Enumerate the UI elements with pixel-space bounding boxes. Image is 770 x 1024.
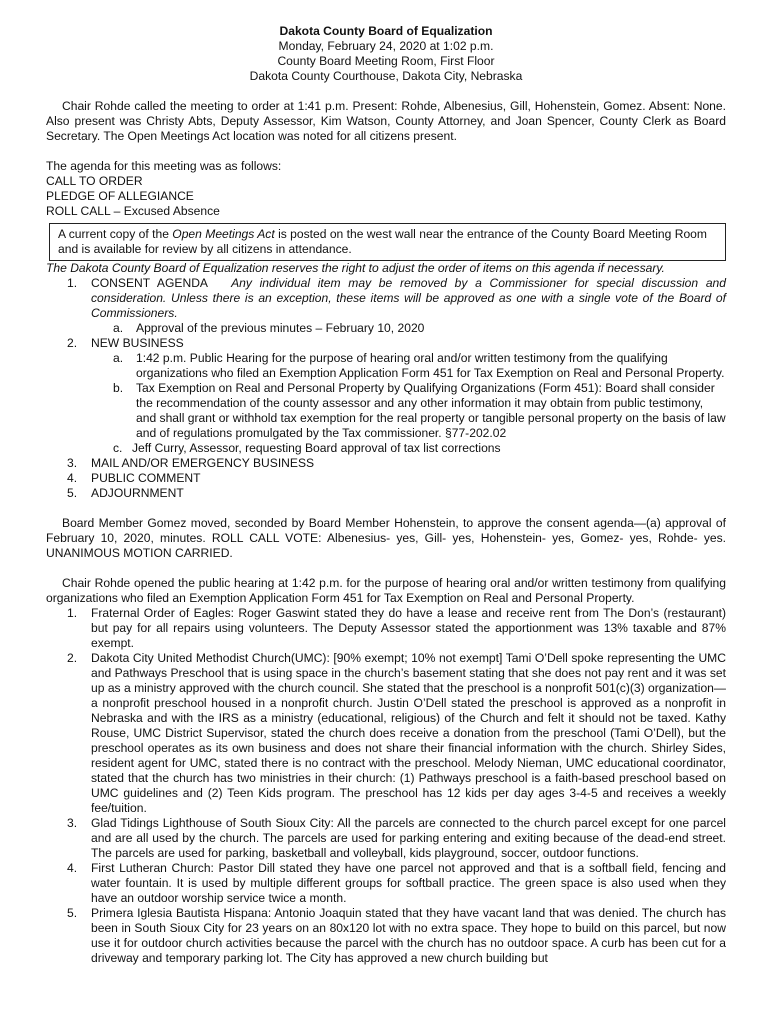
hearing-intro-paragraph: Chair Rohde opened the public hearing at 1:42 p.m. for the purpose of hearing oral and/or written testimony from qualifying organizations who filed an Exemption Application Form 451 for Tax Exemption on Real and Personal Property.	[46, 576, 726, 605]
sub-item-letter: b.	[113, 381, 124, 395]
agenda-item-adjournment	[46, 486, 726, 501]
agenda-item-public-comment	[46, 471, 726, 486]
item-number: 3.	[67, 816, 78, 830]
testimony-item-primera-iglesia-text: Primera Iglesia Bautista Hispana: Antonio Joaquin stated that they have vacant land that was denied. The church has been in South Sioux City for 23 years on an 80x120 lot with no extra space. They hope to build on this parcel, but now use it for outdoor church activities because the parcel with the church has no outdoor space. A curb has been cut for a driveway and temporary parking lot. The City has approved a new church building but	[91, 906, 726, 965]
new-business-item-b-text: Tax Exemption on Real and Personal Property by Qualifying Organizations (Form 451): Board shall consider the recommendation of the county assessor and any other information it may obtain from public testimony, and shall grant or withhold tax exemption for the real property or tangible personal property on the basis of law and of regulations promulgated by the Tax commissioner. §77-202.02	[136, 381, 726, 440]
new-business-item-a	[91, 351, 726, 381]
consent-item-a-text: Approval of the previous minutes – February 10, 2020	[136, 321, 425, 335]
open-meetings-notice-box	[49, 223, 726, 261]
consent-sublist	[91, 321, 726, 336]
agenda-item-consent	[46, 276, 726, 336]
consent-title: CONSENT AGENDA	[91, 276, 209, 290]
agenda-item-public-comment-text: PUBLIC COMMENT	[91, 471, 201, 485]
sub-item-letter: a.	[113, 321, 124, 335]
testimony-item-glad-tidings	[46, 816, 726, 861]
testimony-item-eagles	[46, 606, 726, 651]
item-number: 1.	[67, 606, 78, 620]
item-number: 2.	[67, 651, 78, 665]
agenda-item-new-business	[46, 336, 726, 456]
testimony-item-primera-iglesia	[46, 906, 726, 966]
item-number: 1.	[67, 276, 78, 290]
testimony-item-eagles-text: Fraternal Order of Eagles: Roger Gaswint stated they do have a lease and receive rent from The Don’s (restaurant) but pay for all repairs using volunteers. The Deputy Assessor stated the apportionment was 13% taxable and 87% exempt.	[91, 606, 726, 650]
sub-item-letter: c.	[113, 441, 123, 455]
item-number: 4.	[67, 861, 78, 875]
sub-item-letter: a.	[113, 351, 124, 365]
item-number: 2.	[67, 336, 78, 350]
meeting-room: County Board Meeting Room, First Floor	[277, 54, 495, 68]
new-business-item-c-text: Jeff Curry, Assessor, requesting Board approval of tax list corrections	[132, 441, 501, 455]
reserve-statement: The Dakota County Board of Equalization reserves the right to adjust the order of items on this agenda if necessary.	[46, 261, 665, 275]
agenda-line-call-to-order: CALL TO ORDER	[46, 174, 143, 188]
notice-act-name: Open Meetings Act	[172, 227, 275, 241]
meeting-date: Monday, February 24, 2020 at 1:02 p.m.	[278, 39, 494, 53]
agenda-list	[46, 276, 726, 501]
motion-paragraph: Board Member Gomez moved, seconded by Board Member Hohenstein, to approve the consent agenda—(a) approval of February 10, 2020, minutes. ROLL CALL VOTE: Albenesius- yes, Gill- yes, Hohenstein- yes, Gomez- yes, Rohde- yes. UNANIMOUS MOTION CARRIED.	[46, 516, 726, 560]
item-number: 5.	[67, 906, 78, 920]
new-business-item-c	[91, 441, 726, 456]
meeting-place: Dakota County Courthouse, Dakota City, Nebraska	[249, 69, 523, 83]
new-business-item-a-text: 1:42 p.m. Public Hearing for the purpose of hearing oral and/or written testimony from the qualifying organizations who filed an Exemption Application Form 451 for Tax Exemption on Real and Personal Property.	[136, 351, 725, 380]
agenda-line-pledge: PLEDGE OF ALLEGIANCE	[46, 189, 194, 203]
consent-item-a	[91, 321, 726, 336]
item-number: 3.	[67, 456, 78, 470]
item-number: 4.	[67, 471, 78, 485]
agenda-item-mail-text: MAIL AND/OR EMERGENCY BUSINESS	[91, 456, 315, 470]
agenda-line-roll-call: ROLL CALL – Excused Absence	[46, 204, 220, 218]
new-business-title: NEW BUSINESS	[91, 336, 184, 350]
agenda-item-adjournment-text: ADJOURNMENT	[91, 486, 184, 500]
testimony-item-glad-tidings-text: Glad Tidings Lighthouse of South Sioux City: All the parcels are connected to the church parcel except for one parcel and are all used by the church. The parcels are used for parking entering and exiting because of the dead-end street. The parcels are used for parking, basketball and volleyball, kids playground, soccer, outdoor functions.	[91, 816, 726, 860]
document-title: Dakota County Board of Equalization	[279, 24, 493, 38]
item-number: 5.	[67, 486, 78, 500]
consent-note: Any individual item may be removed by a Commissioner for special discussion and consideration. Unless there is an exception, these items will be approved as one with a single vote of the Board of Commissioners.	[91, 276, 726, 320]
notice-text-post: is posted on the west wall near the entrance of the County Board Meeting Room and is available for review by all citizens in attendance.	[58, 227, 707, 256]
new-business-sublist	[91, 351, 726, 456]
new-business-item-b	[91, 381, 726, 441]
testimony-item-first-lutheran-text: First Lutheran Church: Pastor Dill stated they have one parcel not approved and that is a softball field, fencing and water fountain. It is used by multiple different groups for softball practice. The green space is also used when they have an outdoor worship service twice a month.	[91, 861, 726, 905]
agenda-intro: The agenda for this meeting was as follows:	[46, 159, 282, 173]
testimony-item-umc	[46, 651, 726, 816]
notice-text-pre: A current copy of the	[58, 227, 173, 241]
intro-paragraph: Chair Rohde called the meeting to order at 1:41 p.m. Present: Rohde, Albenesius, Gill, Hohenstein, Gomez. Absent: None. Also present was Christy Abts, Deputy Assessor, Kim Watson, County Attorney, and Joan Spencer, County Clerk as Board Secretary. The Open Meetings Act location was noted for all citizens present.	[46, 99, 726, 143]
agenda-item-mail	[46, 456, 726, 471]
testimony-item-umc-text: Dakota City United Methodist Church(UMC): [90% exempt; 10% not exempt] Tami O’Dell spoke representing the UMC and Pathways Preschool that is using space in the church’s basement stating that she does not pay rent and it was set up as a ministry approved with the church council. She stated that the preschool is a nonprofit 501(c)(3) organization—a nonprofit preschool housed in a nonprofit church. Justin O’Dell stated the preschool is approved as a nonprofit in Nebraska and with the IRS as a ministry (educational, religious) of the Church and felt it should not be taxed. Kathy Rouse, UMC District Supervisor, stated the church does receive a donation from the preschool (Tami O’Dell), but the preschool operates as its own business and does not share their financial information with the church. Shirley Sides, resident agent for UMC, stated there is no contract with the preschool. Melody Nieman, UMC educational coordinator, stated that the church has two ministries in their church: (1) Pathways preschool is a faith-based preschool based on UMC guidelines and (2) Teen Kids program. The preschool has 12 kids per day ages 3-4-5 and receives a weekly fee/tuition.	[91, 651, 726, 815]
hearing-testimony-list	[46, 606, 726, 966]
testimony-item-first-lutheran	[46, 861, 726, 906]
document-header	[46, 24, 726, 84]
